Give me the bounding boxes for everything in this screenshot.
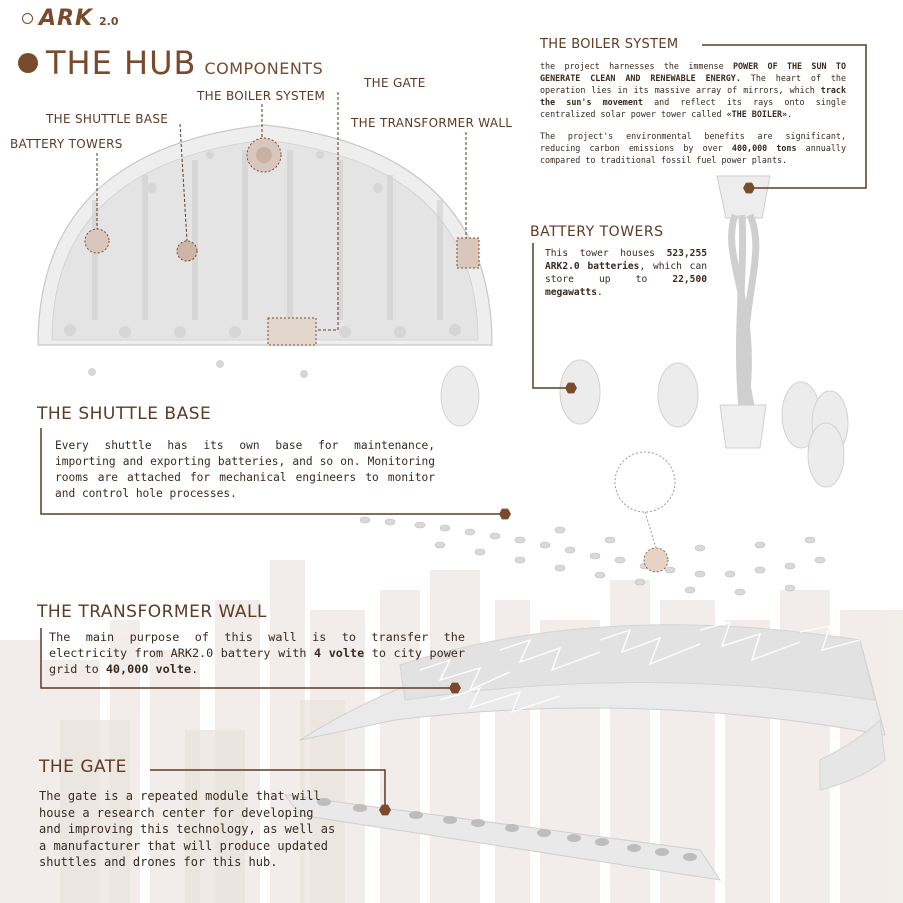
brand-version: 2.0 (99, 15, 119, 28)
transformer-heading: THE TRANSFORMER WALL (37, 602, 268, 622)
transformer-paragraph: The main purpose of this wall is to transfer the electricity from ARK2.0 battery with 4 volte to city power grid to 40,000 volte. (49, 630, 466, 676)
page-title-sub: COMPONENTS (204, 59, 324, 78)
label-transformer-wall: THE TRANSFORMER WALL (351, 116, 513, 130)
gate-paragraph: The gate is a repeated module that will house a research center for developing and improving this technology, as well as a manufacturer that will produce updated shuttles and drones for this hub. (39, 789, 336, 869)
brand-header (22, 6, 119, 31)
shuttle-heading: THE SHUTTLE BASE (37, 404, 212, 424)
circle-icon (22, 13, 33, 24)
page-title (18, 44, 323, 82)
gate-heading: THE GATE (39, 757, 127, 777)
bullet-icon (18, 53, 38, 73)
boiler-heading: THE BOILER SYSTEM (540, 37, 679, 52)
battery-paragraph: This tower houses 523,255 ARK2.0 batteries, which can store up to 22,500 megawatts. (545, 248, 707, 298)
battery-heading: BATTERY TOWERS (530, 224, 664, 240)
shuttle-paragraph: Every shuttle has its own base for maintenance, importing and exporting batteries, and so on. Monitoring rooms are attached for mechanical engineers to monitor and control hole processes. (55, 439, 435, 500)
boiler-paragraph-1: the project harnesses the immense POWER OF THE SUN TO GENERATE CLEAN AND RENEWABLE ENERGY. The heart of the operation lies in its massive array of mirrors, which track the sun's movement and reflect its rays onto single centralized solar power tower called «THE BOILER». (540, 61, 846, 119)
brand-logo: ARK (39, 6, 94, 31)
boiler-paragraph-2: The project's environmental benefits are significant, reducing carbon emissions by over 400,000 tons annually compared to traditional fossil fuel power plants. (540, 131, 846, 165)
page-title-main: THE HUB (46, 44, 197, 82)
label-shuttle-base: THE SHUTTLE BASE (46, 112, 169, 126)
label-battery-towers: BATTERY TOWERS (10, 137, 123, 151)
label-the-gate: THE GATE (364, 76, 426, 90)
label-boiler-system: THE BOILER SYSTEM (197, 89, 326, 103)
